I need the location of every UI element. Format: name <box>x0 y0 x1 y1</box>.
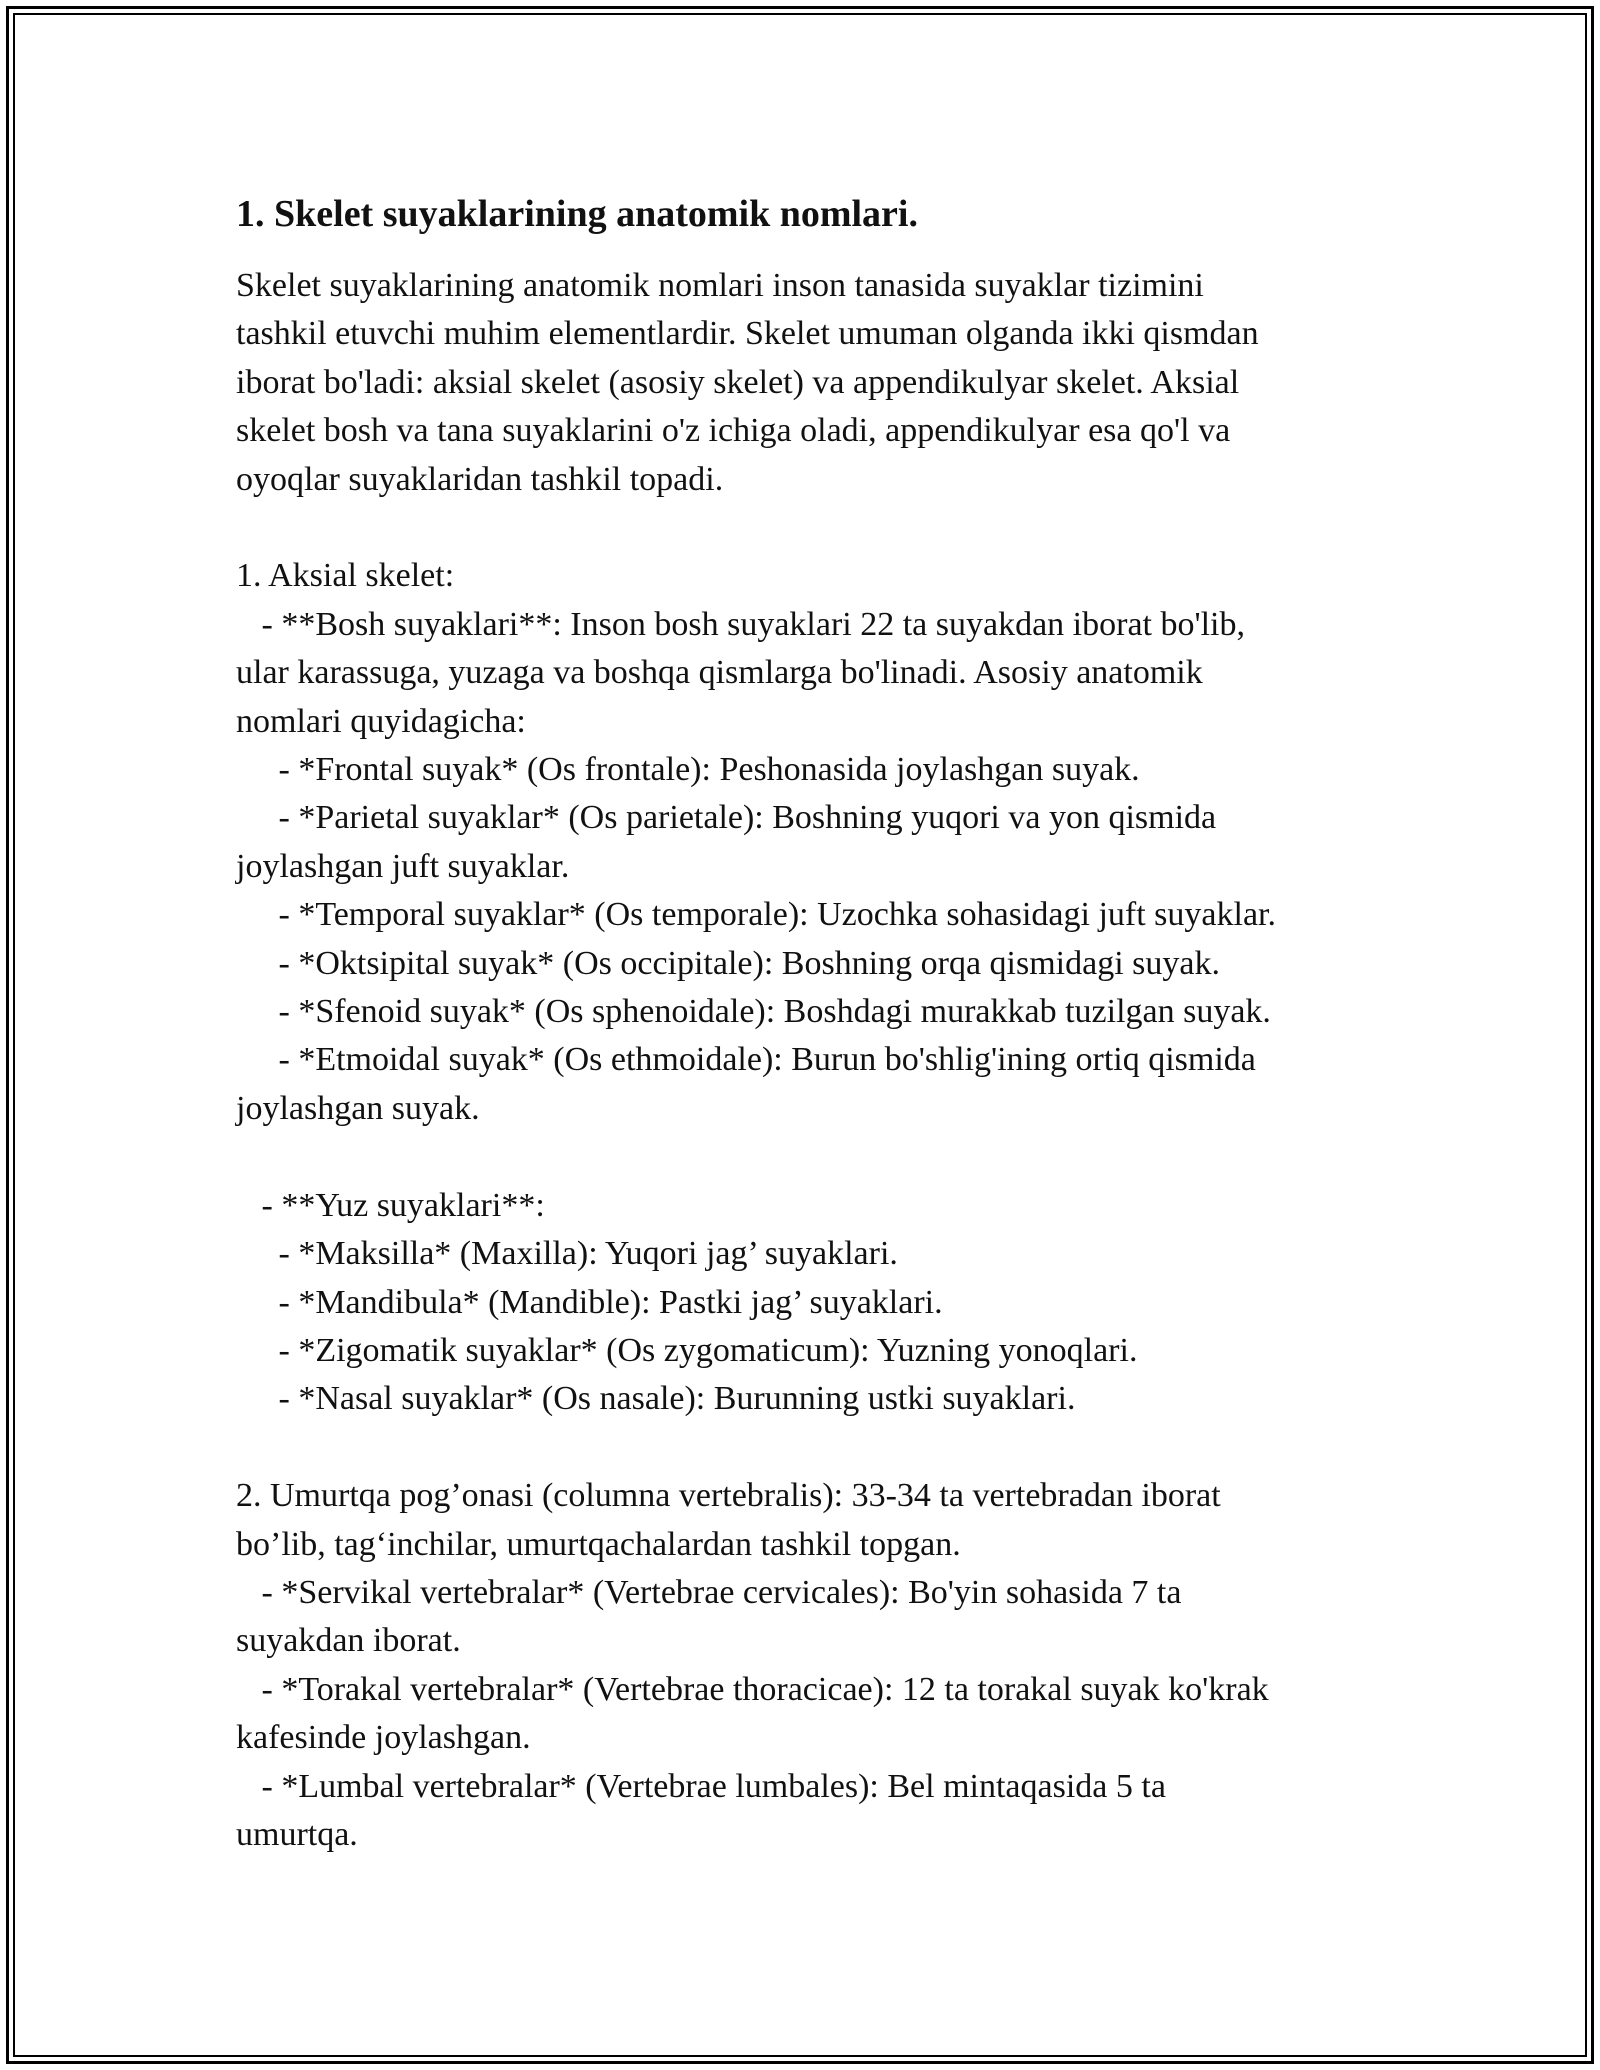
text-line: Skelet suyaklarining anatomik nomlari inson tanasida suyaklar tizimini <box>236 267 1204 304</box>
text-line: - *Maksilla* (Maxilla): Yuqori jag’ suyaklari. <box>236 1235 898 1273</box>
text-line: suyakdan iborat. <box>236 1622 461 1660</box>
text-line: - *Temporal suyaklar* (Os temporale): Uzochka sohasidagi juft suyaklar. <box>236 896 1276 934</box>
text-line: - *Nasal suyaklar* (Os nasale): Burunning ustki suyaklari. <box>236 1380 1076 1418</box>
text-line: joylashgan suyak. <box>236 1089 480 1127</box>
text-line: - *Parietal suyaklar* (Os parietale): Boshning yuqori va yon qismida <box>236 799 1217 837</box>
document-body <box>236 262 1396 1859</box>
text-line: 1. Aksial skelet: <box>236 557 455 595</box>
text-line: skelet bosh va tana suyaklarini o'z ichiga oladi, appendikulyar esa qo'l va <box>236 412 1231 450</box>
text-line: ular karassuga, yuzaga va boshqa qismlarga bo'linadi. Asosiy anatomik <box>236 654 1203 692</box>
text-line: 2. Umurtqa pog’onasi (columna vertebralis): 33-34 ta vertebradan iborat <box>236 1477 1221 1515</box>
text-line: nomlari quyidagicha: <box>236 702 526 740</box>
text-line: bo’lib, tag‘inchilar, umurtqachalardan tashkil topgan. <box>236 1525 961 1563</box>
text-line: joylashgan juft suyaklar. <box>236 847 570 885</box>
text-line: - *Etmoidal suyak* (Os ethmoidale): Burun bo'shlig'ining ortiq qismida <box>236 1041 1256 1079</box>
blank-line <box>236 504 1396 552</box>
text-line: oyoqlar suyaklaridan tashkil topadi. <box>236 460 724 498</box>
text-line: - *Servikal vertebralar* (Vertebrae cervicales): Bo'yin sohasida 7 ta <box>236 1573 1182 1611</box>
text-line: - *Lumbal vertebralar* (Vertebrae lumbales): Bel mintaqasida 5 ta <box>236 1767 1166 1805</box>
text-line: - *Oktsipital suyak* (Os occipitale): Boshning orqa qismidagi suyak. <box>236 944 1220 982</box>
text-line: - **Yuz suyaklari**: <box>236 1186 545 1224</box>
text-line: - *Zigomatik suyaklar* (Os zygomaticum): Yuzning yonoqlari. <box>236 1331 1138 1369</box>
text-line: - *Mandibula* (Mandible): Pastki jag’ suyaklari. <box>236 1283 943 1321</box>
document-page <box>236 186 1396 1859</box>
text-line: umurtqa. <box>236 1815 358 1853</box>
text-line: - *Frontal suyak* (Os frontale): Peshonasida joylashgan suyak. <box>236 751 1140 789</box>
blank-line <box>236 1424 1396 1472</box>
text-line: - *Sfenoid suyak* (Os sphenoidale): Boshdagi murakkab tuzilgan suyak. <box>236 993 1271 1031</box>
blank-line <box>236 1133 1396 1181</box>
text-line: - *Torakal vertebralar* (Vertebrae thoracicae): 12 ta torakal suyak ko'krak <box>236 1670 1269 1708</box>
text-line: kafesinde joylashgan. <box>236 1719 531 1757</box>
text-line: tashkil etuvchi muhim elementlardir. Skelet umuman olganda ikki qismdan <box>236 315 1259 353</box>
document-title: 1. Skelet suyaklarining anatomik nomlari. <box>236 193 918 235</box>
text-line: - **Bosh suyaklari**: Inson bosh suyaklari 22 ta suyakdan iborat bo'lib, <box>236 605 1245 643</box>
text-line: iborat bo'ladi: aksial skelet (asosiy skelet) va appendikulyar skelet. Aksial <box>236 363 1240 401</box>
